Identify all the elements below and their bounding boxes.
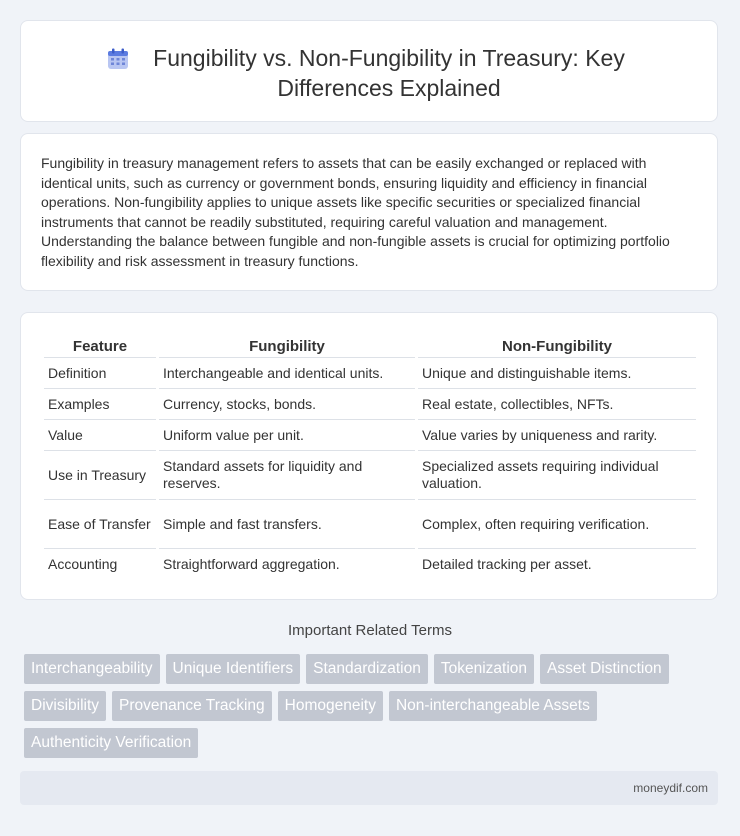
row-fungibility: Currency, stocks, bonds. bbox=[159, 389, 415, 420]
header-fungibility: Fungibility bbox=[159, 333, 415, 358]
page-title: Fungibility vs. Non-Fungibility in Treasury: Key Differences Explained bbox=[153, 45, 625, 101]
row-non-fungibility: Unique and distinguishable items. bbox=[418, 358, 696, 389]
row-feature: Accounting bbox=[48, 555, 118, 572]
comparison-table bbox=[41, 333, 699, 579]
table-row bbox=[44, 500, 696, 549]
row-feature: Definition bbox=[44, 358, 156, 389]
row-non-fungibility: Detailed tracking per asset. bbox=[422, 555, 592, 572]
row-non-fungibility: Value varies by uniqueness and rarity. bbox=[418, 420, 696, 451]
header-non-fungibility: Non-Fungibility bbox=[418, 333, 696, 358]
row-fungibility: Uniform value per unit. bbox=[159, 420, 415, 451]
table-row bbox=[44, 451, 696, 500]
tag-authenticity-verification[interactable]: Authenticity Verification bbox=[24, 728, 198, 758]
table-row bbox=[44, 420, 696, 451]
row-non-fungibility: Specialized assets requiring individual valuation. bbox=[418, 451, 696, 500]
title-card bbox=[20, 20, 718, 122]
tag-unique-identifiers[interactable]: Unique Identifiers bbox=[166, 654, 301, 684]
table-header-row bbox=[44, 333, 696, 358]
related-terms-heading: Important Related Terms bbox=[288, 622, 452, 639]
tag-tokenization[interactable]: Tokenization bbox=[434, 654, 534, 684]
row-non-fungibility: Complex, often requiring verification. bbox=[418, 500, 696, 549]
intro-card bbox=[20, 133, 718, 291]
table-row bbox=[44, 549, 696, 579]
row-fungibility: Simple and fast transfers. bbox=[159, 500, 415, 549]
intro-paragraph: Fungibility in treasury management refers to assets that can be easily exchanged or replaced with identical units, such as currency or government bonds, ensuring liquidity and efficiency in financial operations. Non-fungibility applies to unique assets like specific securities or specialized financial instruments that cannot be readily substituted, requiring careful valuation and management. Understanding the balance between fungible and non-fungible assets is crucial for optimizing portfolio flexibility and risk assessment in treasury functions. bbox=[41, 155, 670, 269]
footer bbox=[20, 771, 718, 805]
table-row bbox=[44, 358, 696, 389]
row-fungibility: Interchangeable and identical units. bbox=[159, 358, 415, 389]
row-feature: Use in Treasury bbox=[44, 451, 156, 500]
row-feature: Ease of Transfer bbox=[44, 500, 156, 549]
tag-homogeneity[interactable]: Homogeneity bbox=[278, 691, 383, 721]
tag-non-interchangeable-assets[interactable]: Non-interchangeable Assets bbox=[389, 691, 597, 721]
row-fungibility: Standard assets for liquidity and reserves. bbox=[159, 451, 415, 500]
table-row bbox=[44, 389, 696, 420]
row-non-fungibility: Real estate, collectibles, NFTs. bbox=[418, 389, 696, 420]
tag-standardization[interactable]: Standardization bbox=[306, 654, 428, 684]
header-feature: Feature bbox=[44, 333, 156, 358]
footer-site-link[interactable]: moneydif.com bbox=[633, 781, 708, 795]
related-terms-list bbox=[24, 654, 714, 758]
tag-provenance-tracking[interactable]: Provenance Tracking bbox=[112, 691, 272, 721]
tag-asset-distinction[interactable]: Asset Distinction bbox=[540, 654, 669, 684]
tag-divisibility[interactable]: Divisibility bbox=[24, 691, 106, 721]
comparison-table-card bbox=[20, 312, 718, 600]
row-feature: Examples bbox=[44, 389, 156, 420]
row-feature: Value bbox=[44, 420, 156, 451]
tag-interchangeability[interactable]: Interchangeability bbox=[24, 654, 160, 684]
row-fungibility: Straightforward aggregation. bbox=[163, 555, 340, 572]
